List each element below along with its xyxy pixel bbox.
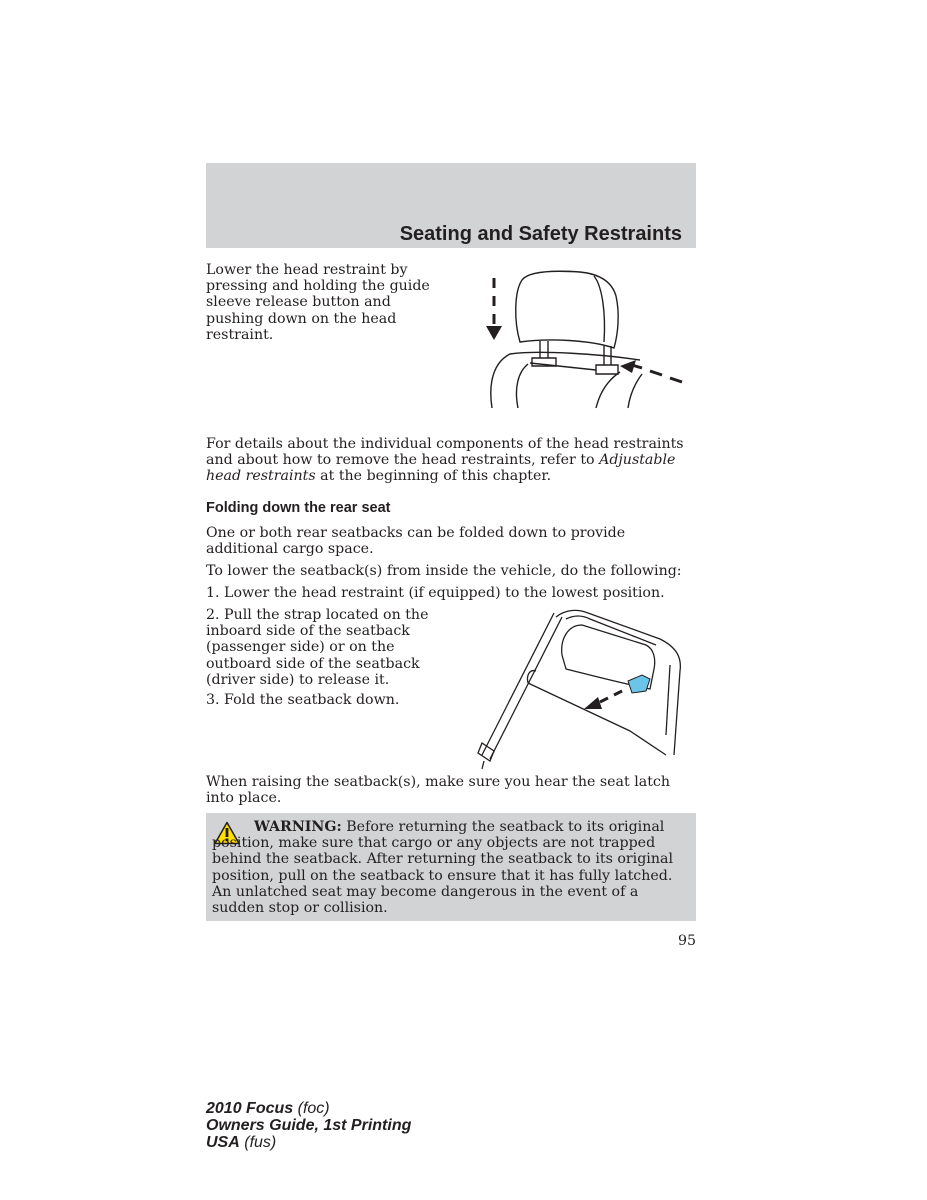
adjustable-head-restraints-reference: Adjustable head restraints [206,452,676,485]
section-header-band [206,163,696,248]
footer-guide: Owners Guide, 1st Printing [206,1117,412,1134]
page-number: 95 [677,933,696,949]
footer [206,1100,411,1151]
footer-model-code: (foc) [297,1100,330,1117]
warning-text [212,819,690,916]
footer-guide-line [206,1117,411,1134]
to-lower-paragraph: To lower the seatback(s) from inside the vehicle, do the following: [206,563,682,579]
details-paragraph [206,436,696,485]
details-text-end: at the beginning of this chapter. [315,468,552,485]
section-title: Seating and Safety Restraints [399,223,682,245]
warning-body: Before returning the seatback to its original position, make sure that cargo or any objects are not trapped behind the seatback. After returning the seatback to its original position, pull on the seatback to ensure that it has fully latched. An unlatched seat may become dangerous in the event of a sudden stop or collision. [212,819,673,917]
details-text-start: For details about the individual components of the head restraints and about how to remove the head restraints, refer to [206,436,684,469]
step-3: 3. Fold the seatback down. [206,692,400,708]
footer-region-line [206,1134,411,1151]
rear-seatback-illustration [470,605,696,770]
footer-model-line [206,1100,411,1117]
footer-region: USA [206,1134,240,1151]
footer-region-code: (fus) [244,1134,277,1151]
one-or-both-paragraph: One or both rear seatbacks can be folded down to provide additional cargo space. [206,525,626,558]
step-1: 1. Lower the head restraint (if equipped) to the lowest position. [206,585,665,601]
step-2: 2. Pull the strap located on the inboard side of the seatback (passenger side) or on the outboard side of the seatback (driver side) to release it. [206,607,429,688]
head-restraint-illustration [470,262,696,412]
folding-rear-seat-heading: Folding down the rear seat [206,500,391,516]
warning-label: WARNING: [254,819,342,835]
raising-seatback-paragraph: When raising the seatback(s), make sure you hear the seat latch into place. [206,774,671,807]
lower-head-restraint-paragraph: Lower the head restraint by pressing and holding the guide sleeve release button and pushing down on the head restraint. [206,262,430,343]
footer-model: 2010 Focus [206,1100,294,1117]
warning-box [206,813,696,921]
